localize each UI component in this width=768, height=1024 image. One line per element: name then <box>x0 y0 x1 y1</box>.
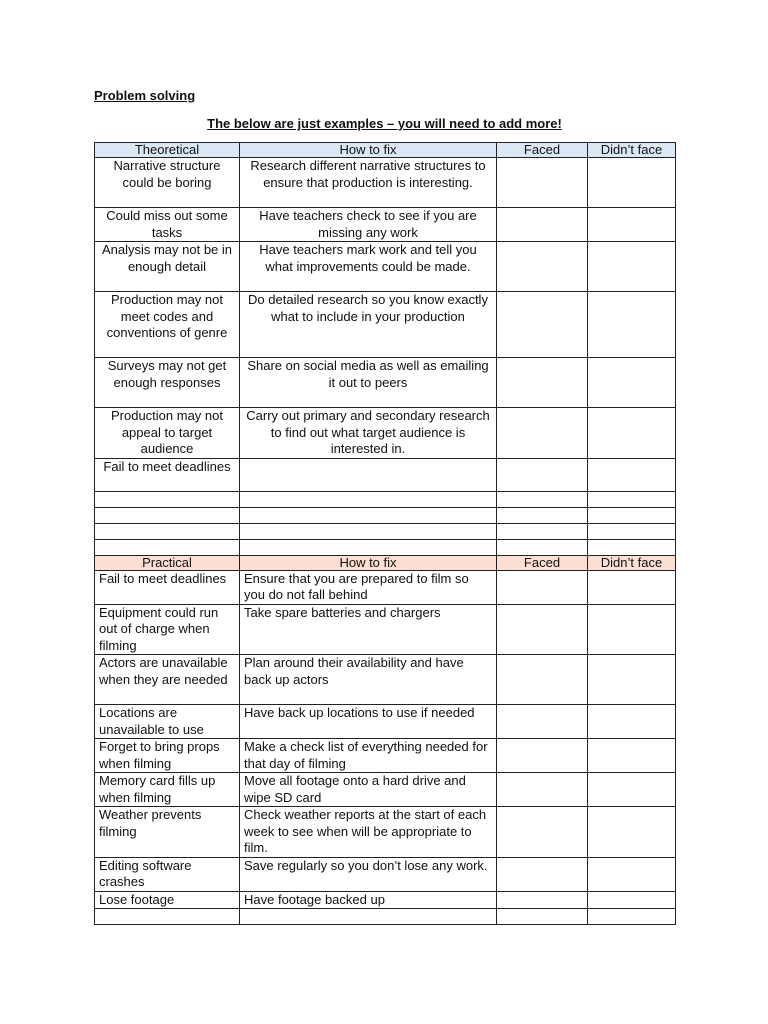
blank-row <box>95 507 676 523</box>
page-subtitle: The below are just examples – you will need to add more! <box>207 116 562 131</box>
fix-cell: Have teachers mark work and tell you what improvements could be made. <box>240 242 497 292</box>
didnt-face-cell[interactable] <box>588 655 676 705</box>
faced-cell[interactable] <box>497 604 588 655</box>
didnt-face-cell[interactable] <box>588 705 676 739</box>
didnt-face-cell[interactable] <box>588 408 676 459</box>
fix-cell: Research different narrative structures to ensure that production is interesting. <box>240 158 497 208</box>
didnt-face-cell[interactable] <box>588 807 676 858</box>
empty-cell[interactable] <box>95 539 240 555</box>
problem-cell: Could miss out some tasks <box>95 208 240 242</box>
empty-cell[interactable] <box>588 523 676 539</box>
didnt-face-cell[interactable] <box>588 358 676 408</box>
problem-cell: Equipment could run out of charge when filming <box>95 604 240 655</box>
didnt-face-cell[interactable] <box>588 739 676 773</box>
problem-cell: Fail to meet deadlines <box>95 570 240 604</box>
table-row <box>95 458 676 491</box>
didnt-face-cell[interactable] <box>588 891 676 909</box>
theoretical-header-row <box>95 143 676 158</box>
table-row <box>95 408 676 459</box>
faced-cell[interactable] <box>497 807 588 858</box>
empty-cell[interactable] <box>497 909 588 925</box>
didnt-face-cell[interactable] <box>588 604 676 655</box>
header-faced: Faced <box>497 555 588 570</box>
empty-cell[interactable] <box>95 523 240 539</box>
didnt-face-cell[interactable] <box>588 857 676 891</box>
problem-cell: Forget to bring props when filming <box>95 739 240 773</box>
problem-cell: Editing software crashes <box>95 857 240 891</box>
table-row <box>95 705 676 739</box>
table-row <box>95 739 676 773</box>
faced-cell[interactable] <box>497 739 588 773</box>
header-didnt-face: Didn’t face <box>588 555 676 570</box>
fix-cell: Do detailed research so you know exactly what to include in your production <box>240 292 497 358</box>
didnt-face-cell[interactable] <box>588 773 676 807</box>
table-row <box>95 807 676 858</box>
faced-cell[interactable] <box>497 857 588 891</box>
fix-cell: Make a check list of everything needed for that day of filming <box>240 739 497 773</box>
problem-solving-table <box>94 142 676 925</box>
blank-row <box>95 539 676 555</box>
faced-cell[interactable] <box>497 208 588 242</box>
header-theoretical: Theoretical <box>95 143 240 158</box>
blank-row <box>95 491 676 507</box>
table-row <box>95 604 676 655</box>
problem-cell: Fail to meet deadlines <box>95 458 240 491</box>
faced-cell[interactable] <box>497 570 588 604</box>
problem-cell: Surveys may not get enough responses <box>95 358 240 408</box>
header-how-to-fix: How to fix <box>240 555 497 570</box>
header-how-to-fix: How to fix <box>240 143 497 158</box>
problem-cell: Production may not meet codes and conventions of genre <box>95 292 240 358</box>
table-row <box>95 891 676 909</box>
table-row <box>95 358 676 408</box>
fix-cell: Move all footage onto a hard drive and wipe SD card <box>240 773 497 807</box>
didnt-face-cell[interactable] <box>588 242 676 292</box>
didnt-face-cell[interactable] <box>588 292 676 358</box>
fix-cell: Share on social media as well as emailing it out to peers <box>240 358 497 408</box>
empty-cell[interactable] <box>240 507 497 523</box>
fix-cell <box>240 458 497 491</box>
fix-cell: Check weather reports at the start of each week to see when will be appropriate to film. <box>240 807 497 858</box>
table-row <box>95 242 676 292</box>
empty-cell[interactable] <box>497 507 588 523</box>
empty-cell[interactable] <box>497 491 588 507</box>
fix-cell: Have footage backed up <box>240 891 497 909</box>
table-row <box>95 158 676 208</box>
faced-cell[interactable] <box>497 408 588 459</box>
table-row <box>95 292 676 358</box>
header-practical: Practical <box>95 555 240 570</box>
blank-row <box>95 909 676 925</box>
problem-cell: Narrative structure could be boring <box>95 158 240 208</box>
empty-cell[interactable] <box>497 523 588 539</box>
empty-cell[interactable] <box>240 539 497 555</box>
problem-cell: Actors are unavailable when they are needed <box>95 655 240 705</box>
problem-cell: Lose footage <box>95 891 240 909</box>
problem-cell: Production may not appeal to target audience <box>95 408 240 459</box>
empty-cell[interactable] <box>240 909 497 925</box>
header-didnt-face: Didn’t face <box>588 143 676 158</box>
practical-header-row <box>95 555 676 570</box>
faced-cell[interactable] <box>497 358 588 408</box>
faced-cell[interactable] <box>497 458 588 491</box>
faced-cell[interactable] <box>497 242 588 292</box>
blank-row <box>95 523 676 539</box>
faced-cell[interactable] <box>497 773 588 807</box>
faced-cell[interactable] <box>497 705 588 739</box>
page-title: Problem solving <box>94 88 196 103</box>
empty-cell[interactable] <box>588 539 676 555</box>
didnt-face-cell[interactable] <box>588 570 676 604</box>
fix-cell: Take spare batteries and chargers <box>240 604 497 655</box>
fix-cell: Ensure that you are prepared to film so you do not fall behind <box>240 570 497 604</box>
faced-cell[interactable] <box>497 292 588 358</box>
fix-cell: Plan around their availability and have back up actors <box>240 655 497 705</box>
fix-cell: Have back up locations to use if needed <box>240 705 497 739</box>
fix-cell: Have teachers check to see if you are missing any work <box>240 208 497 242</box>
empty-cell[interactable] <box>240 491 497 507</box>
faced-cell[interactable] <box>497 891 588 909</box>
table-row <box>95 208 676 242</box>
table-row <box>95 655 676 705</box>
empty-cell[interactable] <box>588 507 676 523</box>
empty-cell[interactable] <box>95 909 240 925</box>
problem-cell: Analysis may not be in enough detail <box>95 242 240 292</box>
table-row <box>95 857 676 891</box>
fix-cell: Carry out primary and secondary research to find out what target audience is interested in. <box>240 408 497 459</box>
empty-cell[interactable] <box>95 491 240 507</box>
faced-cell[interactable] <box>497 655 588 705</box>
didnt-face-cell[interactable] <box>588 458 676 491</box>
table-row <box>95 570 676 604</box>
empty-cell[interactable] <box>497 539 588 555</box>
problem-cell: Weather prevents filming <box>95 807 240 858</box>
empty-cell[interactable] <box>588 491 676 507</box>
empty-cell[interactable] <box>240 523 497 539</box>
table-row <box>95 773 676 807</box>
didnt-face-cell[interactable] <box>588 158 676 208</box>
empty-cell[interactable] <box>95 507 240 523</box>
didnt-face-cell[interactable] <box>588 208 676 242</box>
header-faced: Faced <box>497 143 588 158</box>
fix-cell: Save regularly so you don’t lose any work. <box>240 857 497 891</box>
faced-cell[interactable] <box>497 158 588 208</box>
empty-cell[interactable] <box>588 909 676 925</box>
problem-cell: Memory card fills up when filming <box>95 773 240 807</box>
problem-cell: Locations are unavailable to use <box>95 705 240 739</box>
